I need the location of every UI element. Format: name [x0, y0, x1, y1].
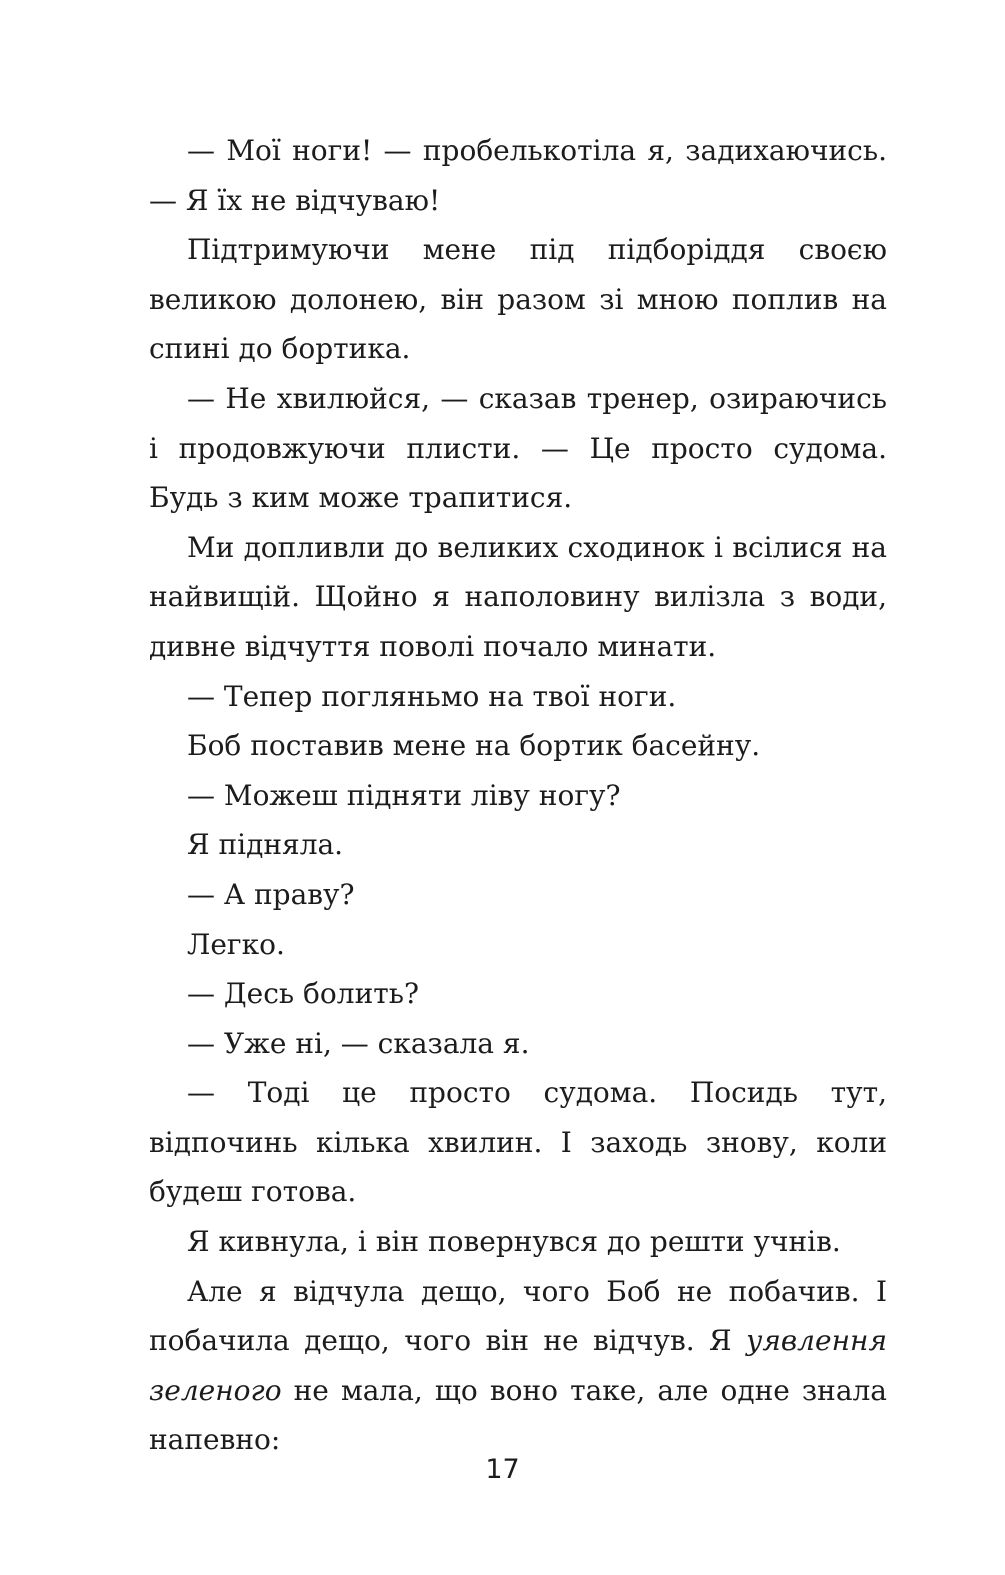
paragraph: Я кивнула, і він повернувся до решти учнів. — [187, 1225, 841, 1259]
paragraph: — Тепер погляньмо на твої ноги. — [187, 679, 677, 713]
paragraph: — Тоді це просто судома. Посидь тут, відпочинь кілька хвилин. І заходь знову, коли будеш готова. — [149, 1076, 887, 1209]
page-number: 17 — [485, 1454, 520, 1485]
paragraph: Боб поставив мене на бортик басейну. — [187, 729, 761, 763]
text-segment: Але я відчула дещо, чого Боб не побачив. І побачила дещо, чого він не відчув. Я — [149, 1274, 887, 1358]
paragraph: — Десь болить? — [187, 977, 419, 1011]
italic-phrase: уявлення зеленого — [149, 1324, 887, 1407]
paragraph: — А праву? — [187, 877, 355, 911]
paragraph-continued — [149, 1267, 887, 1465]
paragraph: — Можеш підняти ліву ногу? — [187, 778, 621, 812]
paragraph: — Мої ноги! — пробелькотіла я, задихаючись. — Я їх не відчуваю! — [149, 134, 887, 217]
paragraph: — Уже ні, — сказала я. — [187, 1026, 530, 1060]
text-segment: не мала, що воно таке, але одне знала напевно: — [149, 1373, 887, 1457]
paragraph: Я підняла. — [187, 828, 344, 862]
paragraph: Ми допливли до великих сходинок і всілися на найвищій. Щойно я наполовину вилізла з води, дивне відчуття поволі почало минати. — [149, 530, 887, 663]
paragraph: — Не хвилюйся, — сказав тренер, озираючись і продовжуючи плисти. — Це просто судома. Будь з ким може трапитися. — [149, 381, 887, 515]
paragraph: Легко. — [187, 927, 285, 961]
paragraph: Підтримуючи мене під підборіддя своєю великою долонею, він разом зі мною поплив на спині до бортика. — [149, 233, 887, 366]
body-text — [149, 126, 887, 1465]
